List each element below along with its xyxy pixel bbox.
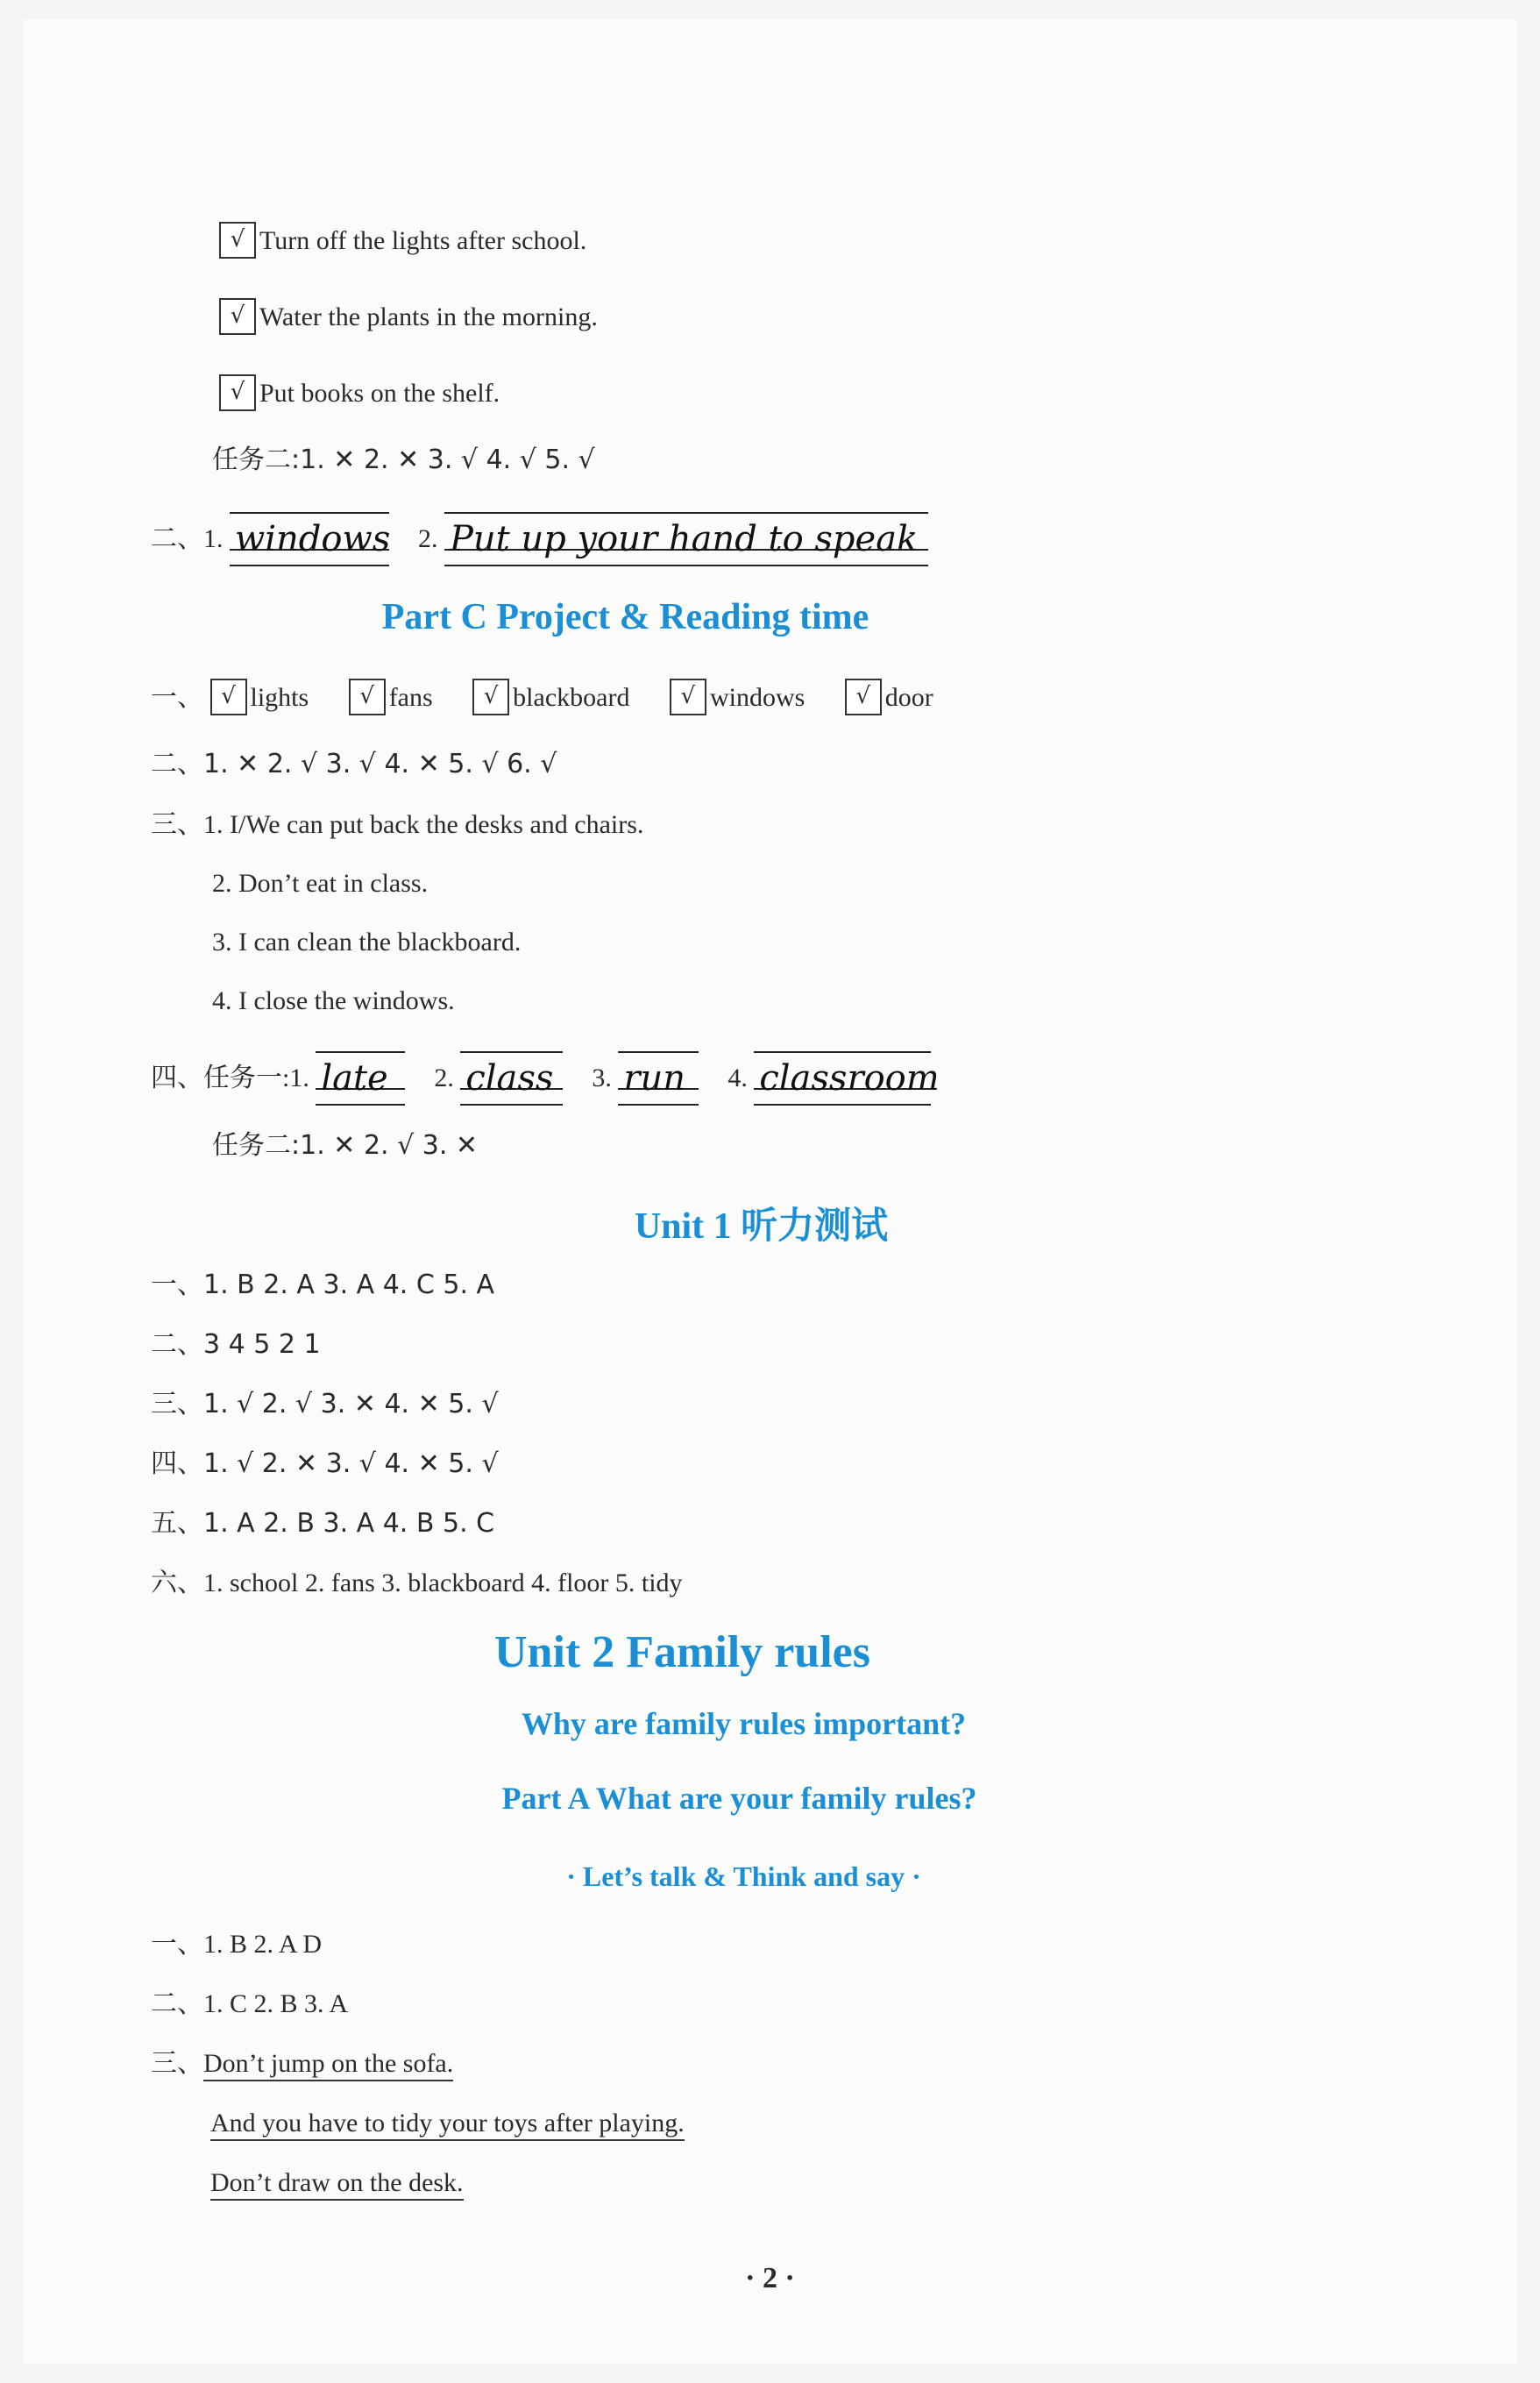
partc-q3-line: 2. Don’t eat in class. — [212, 869, 429, 898]
handwritten-answer: classroom — [754, 1051, 931, 1106]
handwritten-answer: class — [460, 1051, 563, 1106]
checklist-text: Put books on the shelf. — [259, 379, 500, 408]
checkbox-checked: √ — [219, 374, 256, 411]
part-a-heading: Part A What are your family rules? — [501, 1781, 977, 1816]
partc-q1 — [151, 680, 933, 718]
checkbox-checked: √ — [670, 679, 706, 715]
partc-q3-line: 三、1. I/We can put back the desks and chairs. — [151, 810, 644, 839]
written-answer: Don’t draw on the desk. — [210, 2168, 464, 2201]
handwritten-answer: late — [316, 1051, 405, 1106]
question-number: 二、1. — [151, 524, 224, 553]
checklist-text: Turn off the lights after school. — [259, 226, 587, 255]
unit1-heading: Unit 1 听力测试 — [634, 1206, 889, 1247]
unit1-answer-line: 五、1. A 2. B 3. A 4. B 5. C — [151, 1508, 495, 1539]
partc-q3-line: 4. I close the windows. — [212, 986, 455, 1015]
unit1-answer-line: 四、1. √ 2. ✕ 3. √ 4. ✕ 5. √ — [151, 1448, 499, 1479]
unit2-q3 — [151, 2046, 453, 2081]
question-number: 3. — [592, 1063, 612, 1092]
checkbox-checked: √ — [472, 679, 509, 715]
partc-q4-task2: 任务二:1. ✕ 2. √ 3. ✕ — [212, 1130, 479, 1161]
handwritten-answer: windows — [230, 512, 389, 566]
unit1-answer-line: 三、1. √ 2. √ 3. ✕ 4. ✕ 5. √ — [151, 1389, 499, 1419]
unit1-answer-line: 二、3 4 5 2 1 — [151, 1329, 321, 1360]
partc-q2: 二、1. ✕ 2. √ 3. √ 4. ✕ 5. √ 6. √ — [151, 749, 557, 779]
unit2-answer-line: 二、1. C 2. B 3. A — [151, 1989, 349, 2018]
question-number: 四、任务一:1. — [151, 1063, 309, 1092]
page-number: · 2 · — [745, 2262, 795, 2294]
question-number: 2. — [418, 524, 438, 553]
question-number: 4. — [727, 1063, 748, 1092]
checkbox-checked: √ — [349, 679, 386, 715]
section2-answers — [151, 509, 928, 563]
partc-q3-line: 3. I can clean the blackboard. — [212, 928, 522, 957]
unit2-q3-line — [210, 2166, 464, 2201]
checklist-item — [219, 300, 598, 338]
checklist-item — [219, 224, 586, 261]
question-number: 三、 — [151, 2049, 203, 2078]
checklist-text: Water the plants in the morning. — [259, 302, 598, 331]
unit2-subheading: Why are family rules important? — [521, 1706, 967, 1741]
partc-q4 — [151, 1048, 940, 1102]
written-answer: Don’t jump on the sofa. — [203, 2049, 453, 2081]
written-answer: And you have to tidy your toys after playing. — [210, 2109, 685, 2141]
checklist-item — [219, 376, 500, 414]
option-word: windows — [709, 683, 805, 712]
unit2-answer-line: 一、1. B 2. A D — [151, 1930, 323, 1959]
checkbox-checked: √ — [845, 679, 882, 715]
lets-talk-heading: · Let’s talk & Think and say · — [566, 1860, 921, 1892]
question-number: 2. — [434, 1063, 454, 1092]
unit1-answer-line: 一、1. B 2. A 3. A 4. C 5. A — [151, 1270, 495, 1300]
unit2-heading: Unit 2 Family rules — [494, 1627, 870, 1677]
option-word: door — [884, 683, 933, 712]
question-number: 一、 — [151, 683, 203, 712]
part-c-heading: Part C Project & Reading time — [381, 597, 869, 637]
task2-answers: 任务二:1. ✕ 2. ✕ 3. √ 4. √ 5. √ — [212, 445, 595, 475]
handwritten-answer: Put up your hand to speak — [444, 512, 928, 566]
option-word: lights — [250, 683, 309, 712]
unit1-answer-line: 六、1. school 2. fans 3. blackboard 4. floor 5. tidy — [151, 1569, 683, 1597]
option-word: blackboard — [513, 683, 630, 712]
checkbox-checked: √ — [219, 298, 256, 335]
unit2-q3-line — [210, 2106, 685, 2141]
checkbox-checked: √ — [219, 222, 256, 259]
option-word: fans — [388, 683, 433, 712]
handwritten-answer: run — [618, 1051, 699, 1106]
checkbox-checked: √ — [210, 679, 247, 715]
